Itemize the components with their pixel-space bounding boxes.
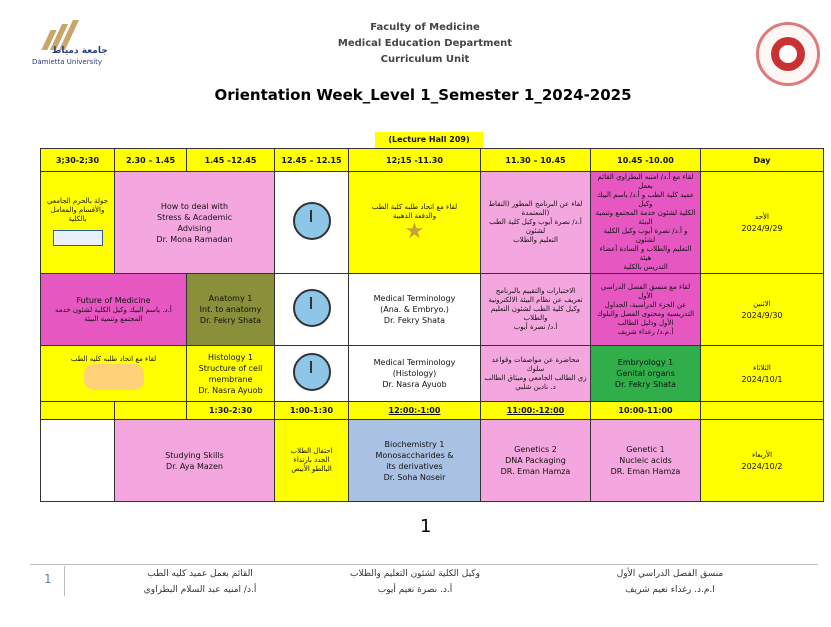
cell-tue-embryology: Embryology 1 Genital organs Dr. Fekry Shata bbox=[591, 346, 701, 402]
cell-sun-break bbox=[275, 172, 349, 274]
signature-coordinator: منسق الفصل الدراسي الأول ا.م.د. رغداء نعيم شريف bbox=[616, 569, 724, 595]
cell-sun-tour: جولة بالحرم الجامعي والأقسام والمعامل بالكلية bbox=[41, 172, 115, 274]
header-cell: 10.45 -10.00 bbox=[591, 149, 701, 172]
cell-tue-histology: Histology 1 Structure of cell membrane Dr. Nasra Ayuob bbox=[187, 346, 275, 402]
table-row bbox=[41, 172, 824, 274]
alarm-clock-icon bbox=[293, 289, 331, 327]
page-title: Orientation Week_Level 1_Semester 1_2024-2025 bbox=[214, 86, 632, 104]
cell-wed-biochem: Biochemistry 1 Monosaccharides & its derivatives Dr. Soha Noseir bbox=[349, 420, 481, 502]
cell-day: الاثنين 2024/9/30 bbox=[701, 274, 824, 346]
header-row bbox=[41, 149, 824, 172]
time-cell: 12:00:-1:00 bbox=[349, 402, 481, 420]
building-icon bbox=[53, 230, 103, 246]
cell-mon-break bbox=[275, 274, 349, 346]
university-logo bbox=[32, 18, 112, 70]
header-cell: 12.45 – 12.15 bbox=[275, 149, 349, 172]
time-cell: 10:00-11:00 bbox=[591, 402, 701, 420]
schedule-table bbox=[40, 148, 824, 502]
cell-wed-genetics2: Genetics 2 DNA Packaging DR. Eman Hamza bbox=[481, 420, 591, 502]
cell-mon-terminology: Medical Terminology (Ana. & Embryo.) Dr. Fekry Shata bbox=[349, 274, 481, 346]
cell-day: الثلاثاء 2024/10/1 bbox=[701, 346, 824, 402]
times-row bbox=[41, 402, 824, 420]
table-row bbox=[41, 346, 824, 402]
cell-tue-break bbox=[275, 346, 349, 402]
footer-page-number: 1 bbox=[44, 572, 52, 586]
header-cell: Day bbox=[701, 149, 824, 172]
time-cell: 11:00:-12:00 bbox=[481, 402, 591, 420]
cell-sun-stress: How to deal with Stress & Academic Advising Dr. Mona Ramadan bbox=[115, 172, 275, 274]
signature-dean: القائم بعمل عميد كليه الطب أ.د/ امنيه عبد السلام البطراوي bbox=[143, 569, 257, 595]
star-icon: ★ bbox=[404, 218, 425, 244]
faculty-name: Faculty of Medicine bbox=[370, 22, 480, 33]
document-header bbox=[300, 20, 550, 68]
header-cell: 11.30 – 10.45 bbox=[481, 149, 591, 172]
cell-mon-assessment: الاختبارات والتقييم بالبرنامج تعريف عن نظام البيئة الالكترونية وكيل كلية الطب لشئون التعليم والطلاب أ.د/ نصرة أيوب bbox=[481, 274, 591, 346]
table-row bbox=[41, 420, 824, 502]
header-cell: 1.45 –12.45 bbox=[187, 149, 275, 172]
cell-wed-whitecoat: احتفال الطلاب الجدد بارتداء البالطو الأبيض bbox=[275, 420, 349, 502]
time-cell bbox=[41, 402, 115, 420]
time-cell: 1:00-1:30 bbox=[275, 402, 349, 420]
time-cell bbox=[115, 402, 187, 420]
signature-vice-dean: وكيل الكلية لشئون التعليم والطلاب أ.د. نصرة نعيم أيوب bbox=[350, 569, 480, 595]
cell-wed-empty bbox=[41, 420, 115, 502]
logo-english-text: Damietta University bbox=[32, 58, 103, 66]
unit-name: Curriculum Unit bbox=[380, 54, 470, 65]
department-name: Medical Education Department bbox=[337, 38, 513, 49]
page-number: 1 bbox=[420, 516, 432, 537]
table-row bbox=[41, 274, 824, 346]
header-cell: 2.30 – 1.45 bbox=[115, 149, 187, 172]
cell-sun-program: لقاء عن البرنامج المطور (النقاط المعتمدة) أ.د/ نصرة أيوب وكيل كلية الطب لشئون التعليم والطلاب bbox=[481, 172, 591, 274]
cell-tue-conduct: محاضرة عن مواصفات وقواعد سلوك زي الطالب الجامعي وميثاق الطالب د. نادين شلبي bbox=[481, 346, 591, 402]
cell-wed-studying: Studying Skills Dr. Aya Mazen bbox=[115, 420, 275, 502]
cell-day: الأحد 2024/9/29 bbox=[701, 172, 824, 274]
logo-arabic-text: جامعة دمياط bbox=[52, 46, 108, 56]
cell-sun-union: لقاء مع اتحاد طلبه كلية الطب والدفعة الذهبية ★ bbox=[349, 172, 481, 274]
cell-mon-coordinator: لقاء مع منسق الفصل الدراسي الأول عن الجزء الدراسية، الجداول التدريسية ومحتوى الفصل والبلوك الأول ودليل الطالب أ.م.د/ رغداء شريف bbox=[591, 274, 701, 346]
cell-sun-meeting: لقاء مع أ.د/ امنيه البطراوي القائم بعمل عميد كلية الطب و أ.د/ باسم البيك وكيل الكلية لشئون خدمة المجتمع وتنمية البيئة و أ.د/ نصرة أيوب وكيل الكلية لشئون التعليم والطلاب و السادة أعضاء هيئة التدريس بالكلية bbox=[591, 172, 701, 274]
header-cell: 12;15 -11.30 bbox=[349, 149, 481, 172]
footer-divider bbox=[30, 564, 818, 565]
alarm-clock-icon bbox=[293, 353, 331, 391]
faculty-logo bbox=[756, 22, 820, 86]
footer-divider-vertical bbox=[64, 566, 65, 596]
time-cell bbox=[701, 402, 824, 420]
cell-tue-terminology: Medical Terminology (Histology) Dr. Nasra Ayuob bbox=[349, 346, 481, 402]
cell-mon-future: Future of Medicine أ.د. باسم البيك وكيل الكلية لشئون خدمه المجتمع وتنمية البيئة bbox=[41, 274, 187, 346]
cell-tue-union: لقاء مع اتحاد طلبه كليه الطب bbox=[41, 346, 187, 402]
cell-day: الأربعاء 2024/10/2 bbox=[701, 420, 824, 502]
student-illustration-icon bbox=[84, 364, 144, 390]
cell-wed-genetics1: Genetic 1 Nucleic acids DR. Eman Hamza bbox=[591, 420, 701, 502]
lecture-hall-label: (Lecture Hall 209) bbox=[375, 132, 483, 148]
cell-mon-anatomy: Anatomy 1 Int. to anatomy Dr. Fekry Shata bbox=[187, 274, 275, 346]
alarm-clock-icon bbox=[293, 202, 331, 240]
time-cell: 1:30-2:30 bbox=[187, 402, 275, 420]
header-cell: 3;30-2;30 bbox=[41, 149, 115, 172]
